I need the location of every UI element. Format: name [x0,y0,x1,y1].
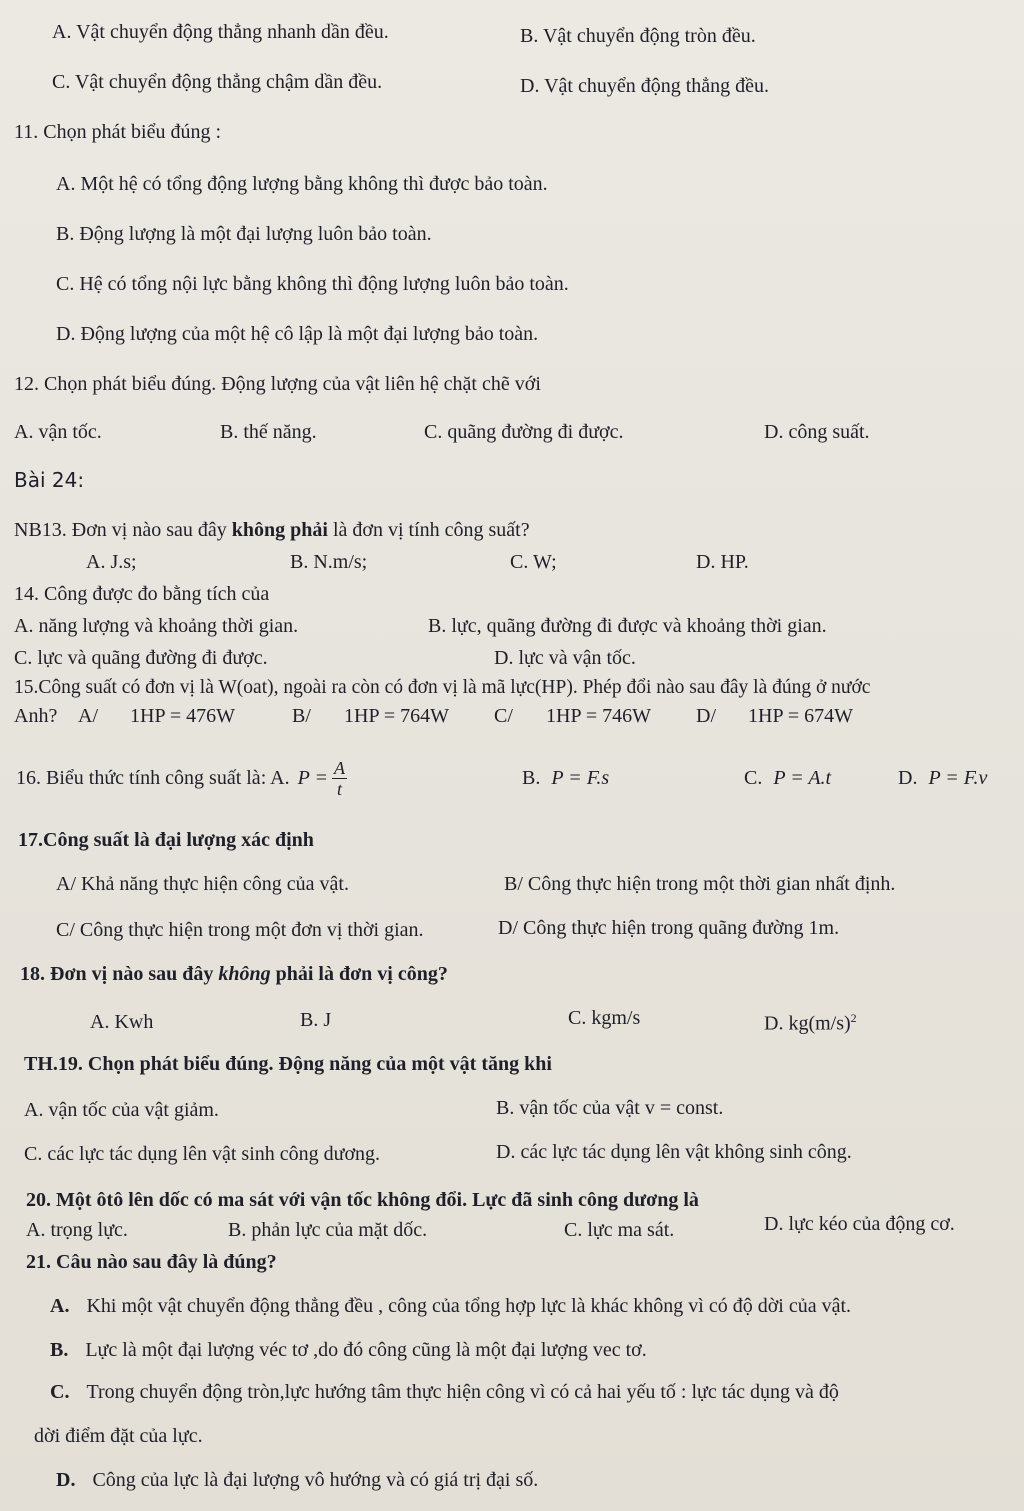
q16-option-a-lhs: P = [297,767,328,789]
q15-option-d-label: D/ [696,705,716,727]
q13-option-d: D. HP. [696,551,749,573]
q19-option-c: C. các lực tác dụng lên vật sinh công dương. [24,1143,381,1165]
section-heading: Bài 24: [14,468,85,492]
q16-option-c-label: C. [744,767,763,789]
q16-option-d: P = F.v [928,767,988,789]
q18-stem [20,962,448,986]
q19-stem: TH.19. Chọn phát biểu đúng. Động năng của một vật tăng khi [24,1053,552,1075]
q16-option-a-denominator: t [336,778,342,799]
q15-option-d: 1HP = 674W [748,705,853,727]
q19-option-a: A. vận tốc của vật giảm. [24,1099,219,1121]
q18-option-d-exponent: 2 [850,1011,857,1025]
q14-option-a: A. năng lượng và khoảng thời gian. [14,615,299,637]
q21-option-d-line [56,1468,538,1492]
q11-option-b: B. Động lượng là một đại lượng luôn bảo toàn. [56,223,432,245]
q20-stem: 20. Một ôtô lên dốc có ma sát với vận tốc không đổi. Lực đã sinh công dương là [26,1189,699,1211]
q18-option-d: D. kg(m/s) [764,1012,851,1035]
q16-stem: 16. Biểu thức tính công suất là: A. [16,767,290,789]
q18-stem-prefix: 18. Đơn vị nào sau đây [20,963,214,985]
q13-option-c: C. W; [510,551,557,573]
q18-stem-suffix: phải là đơn vị công? [275,963,448,985]
q16-option-d-label: D. [898,767,918,789]
q18-option-b: B. J [300,1009,332,1031]
q16-option-b-line [522,766,609,790]
q19-option-d: D. các lực tác dụng lên vật không sinh công. [496,1141,852,1163]
q21-option-c-continuation: dời điểm đặt của lực. [34,1425,203,1447]
q13-stem-prefix: NB13. Đơn vị nào sau đây [14,519,227,541]
q20-option-b: B. phản lực của mặt dốc. [228,1219,428,1241]
q13-stem [14,518,530,542]
q21-option-d: Công của lực là đại lượng vô hướng và có giá trị đại số. [92,1469,539,1491]
q15-continuation: Anh? [14,705,58,727]
q13-option-b: B. N.m/s; [290,551,368,573]
q17-option-c: C/ Công thực hiện trong một đơn vị thời gian. [56,919,424,941]
q10-option-d: D. Vật chuyển động thẳng đều. [520,75,770,97]
q20-option-c: C. lực ma sát. [564,1219,675,1241]
q18-option-a: A. Kwh [90,1011,154,1033]
q12-option-d: D. công suất. [764,421,870,443]
q16-option-c: P = A.t [773,767,832,789]
q17-option-a: A/ Khả năng thực hiện công của vật. [56,873,349,895]
q14-stem: 14. Công được đo bằng tích của [14,583,270,605]
q15-option-b-label: B/ [292,705,311,727]
q15-option-c-label: C/ [494,705,513,727]
q16-option-a-fraction [332,758,347,799]
q15-stem: 15.Công suất có đơn vị là W(oat), ngoài ra còn có đơn vị là mã lực(HP). Phép đổi nào sau đây là đúng ở nước [14,677,871,698]
q19-option-b: B. vận tốc của vật v = const. [496,1097,724,1119]
q17-option-d: D/ Công thực hiện trong quãng đường 1m. [498,917,840,939]
q15-option-a-label: A/ [78,705,98,727]
q10-option-a: A. Vật chuyển động thẳng nhanh dần đều. [52,21,389,43]
q21-option-d-label: D. [56,1469,76,1491]
q21-option-b-line [50,1338,647,1362]
q21-option-a-line [50,1294,851,1318]
q18-option-d-line [764,1006,857,1036]
q13-stem-suffix: là đơn vị tính công suất? [332,519,530,541]
q12-option-b: B. thế năng. [220,421,317,443]
q21-option-b-label: B. [50,1339,69,1361]
q15-option-a: 1HP = 476W [130,705,235,727]
q21-option-c-label: C. [50,1381,70,1403]
q21-option-b: Lực là một đại lượng véc tơ ,do đó công cũng là một đại lượng vec tơ. [85,1339,647,1361]
q16-option-b-label: B. [522,767,541,789]
q16-option-c-line [744,766,831,790]
q18-stem-emphasis: không [218,963,271,985]
q11-option-d: D. Động lượng của một hệ cô lập là một đại lượng bảo toàn. [56,323,539,345]
q12-stem: 12. Chọn phát biểu đúng. Động lượng của vật liên hệ chặt chẽ với [14,373,541,395]
q14-option-d: D. lực và vận tốc. [494,647,636,669]
q20-option-a: A. trọng lực. [26,1219,128,1241]
q16-option-d-line [898,766,987,790]
q17-stem: 17.Công suất là đại lượng xác định [18,829,314,851]
q13-stem-emphasis: không phải [231,519,328,541]
q11-option-c: C. Hệ có tổng nội lực bằng không thì động lượng luôn bảo toàn. [56,273,569,295]
q16-option-b: P = F.s [551,767,610,789]
q13-option-a: A. J.s; [86,551,137,573]
q21-option-a: Khi một vật chuyển động thẳng đều , công của tổng hợp lực là khác không vì có độ dời của vật. [86,1295,852,1317]
q15-option-b: 1HP = 764W [344,705,449,727]
q21-option-a-label: A. [50,1295,70,1317]
q11-option-a: A. Một hệ có tổng động lượng bằng không thì được bảo toàn. [56,173,548,195]
q12-option-a: A. vận tốc. [14,421,102,443]
q21-option-c: Trong chuyển động tròn,lực hướng tâm thực hiện công vì có cả hai yếu tố : lực tác dụng và độ [86,1381,839,1403]
q11-stem: 11. Chọn phát biểu đúng : [14,121,222,143]
q21-option-c-line [50,1380,839,1404]
q14-option-b: B. lực, quãng đường đi được và khoảng thời gian. [428,615,827,637]
q21-stem: 21. Câu nào sau đây là đúng? [26,1251,277,1273]
q20-option-d: D. lực kéo của động cơ. [764,1213,955,1235]
q12-option-c: C. quãng đường đi được. [424,421,624,443]
q16-option-a-numerator: A [333,757,345,778]
q16-stem-line [16,752,347,804]
q17-option-b: B/ Công thực hiện trong một thời gian nhất định. [504,873,896,895]
q10-option-b: B. Vật chuyển động tròn đều. [520,25,756,47]
q10-option-c: C. Vật chuyển động thẳng chậm dần đều. [52,71,383,93]
q14-option-c: C. lực và quãng đường đi được. [14,647,268,669]
q15-option-c: 1HP = 746W [546,705,651,727]
q18-option-c: C. kgm/s [568,1007,641,1029]
